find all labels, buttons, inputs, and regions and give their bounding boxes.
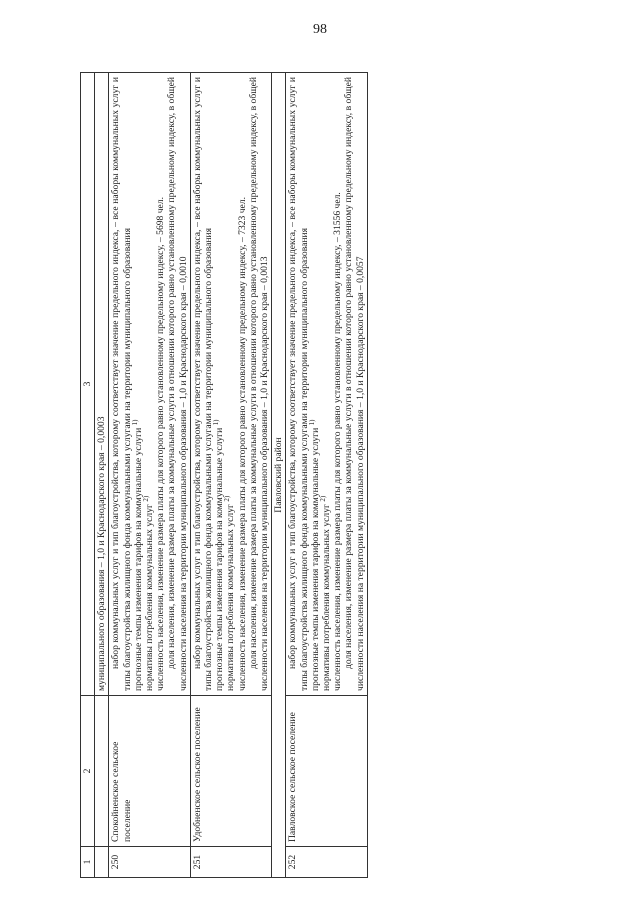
region-header: Павловский район — [272, 73, 286, 878]
tariff-table — [80, 72, 368, 878]
footnote-mark: 2) — [223, 495, 232, 502]
population-count-text: численность населения, изменение размера платы для которого равно установленному предельному индексу, – 7323 чел. — [236, 197, 248, 691]
settlement-name: Павловское сельское поселение — [286, 696, 367, 847]
column-header-1: 1 — [81, 847, 95, 878]
settlement-description — [190, 73, 271, 696]
settlement-description — [109, 73, 190, 696]
footnote-mark: 1) — [212, 419, 221, 426]
population-share-text: доля населения, изменение размера платы за коммунальные услуги в отношении которого равно установленному предельному индексу, в общей численности населения на территории муниципального образования – 1,0 и Краснодарского края – 0,0057 — [343, 77, 366, 691]
row-number: 252 — [286, 847, 367, 878]
population-share-text: доля населения, изменение размера платы за коммунальные услуги в отношении которого равно установленному предельному индексу, в общей численности населения на территории муниципального образования – 1,0 и Краснодарского края – 0,0013 — [247, 77, 271, 691]
tariff-forecast-line: прогнозные темпы изменения тарифов на коммунальные услуги $^{1)}$ — [307, 419, 321, 691]
table-row — [286, 73, 367, 878]
rotated-table-container — [80, 72, 560, 878]
table-row — [190, 73, 271, 878]
service-set-text: набор коммунальных услуг и тип благоустройства, которому соответствует значение предельного индекса, – все наборы коммунальных услуг и типы благоустройства жилищного фонда коммунальными услугами на территории муниципального образования — [287, 77, 310, 691]
consumption-norms-line: нормативы потребления коммунальных услуг $^{2)}$ — [141, 495, 156, 691]
population-count-text: численность населения, изменение размера платы для которого равно установленному предельному индексу, – 31556 чел. — [332, 192, 344, 691]
row-number: 251 — [190, 847, 271, 878]
column-header-2: 2 — [81, 696, 95, 847]
column-header-3: 3 — [81, 73, 95, 696]
service-set-text: набор коммунальных услуг и тип благоустройства, которому соответствует значение предельного индекса, – все наборы коммунальных услуг и типы благоустройства жилищного фонда коммунальными услугами на территории муниципального образования — [191, 77, 215, 691]
settlement-description — [286, 73, 367, 696]
table-row — [109, 73, 190, 878]
consumption-norms-line: нормативы потребления коммунальных услуг $^{2)}$ — [318, 495, 333, 691]
page-number: 98 — [313, 22, 327, 37]
population-count-text: численность населения, изменение размера платы для которого равно установленному предельному индексу, – 5698 чел. — [155, 197, 167, 691]
carry-over-row — [95, 73, 109, 878]
settlement-name: Спокойненское сельское поселение — [109, 696, 190, 847]
footnote-mark: 1) — [307, 419, 316, 426]
footnote-mark: 2) — [141, 495, 150, 502]
consumption-norms-line: нормативы потребления коммунальных услуг $^{2)}$ — [223, 495, 237, 691]
carry-over-text: муниципального образования – 1,0 и Краснодарского края – 0,0003 — [95, 73, 109, 696]
tariff-forecast-line: прогнозные темпы изменения тарифов на коммунальные услуги $^{1)}$ — [130, 419, 144, 691]
region-header-row — [272, 73, 286, 878]
service-set-text: набор коммунальных услуг и тип благоустройства, которому соответствует значение предельного индекса, – все наборы коммунальных услуг и типы благоустройства жилищного фонда коммунальными услугами на территории муниципального образования — [110, 77, 133, 691]
tariff-forecast-line: прогнозные темпы изменения тарифов на коммунальные услуги $^{1)}$ — [212, 419, 226, 691]
footnote-mark: 1) — [130, 419, 139, 426]
settlement-name: Удобненское сельское поселение — [190, 696, 271, 847]
population-share-text: доля населения, изменение размера платы за коммунальные услуги в отношении которого равно установленному предельному индексу, в общей численности населения на территории муниципального образования – 1,0 и Краснодарского края – 0,0010 — [166, 77, 189, 691]
row-number: 250 — [109, 847, 190, 878]
table-header-row — [81, 73, 95, 878]
footnote-mark: 2) — [318, 495, 327, 502]
